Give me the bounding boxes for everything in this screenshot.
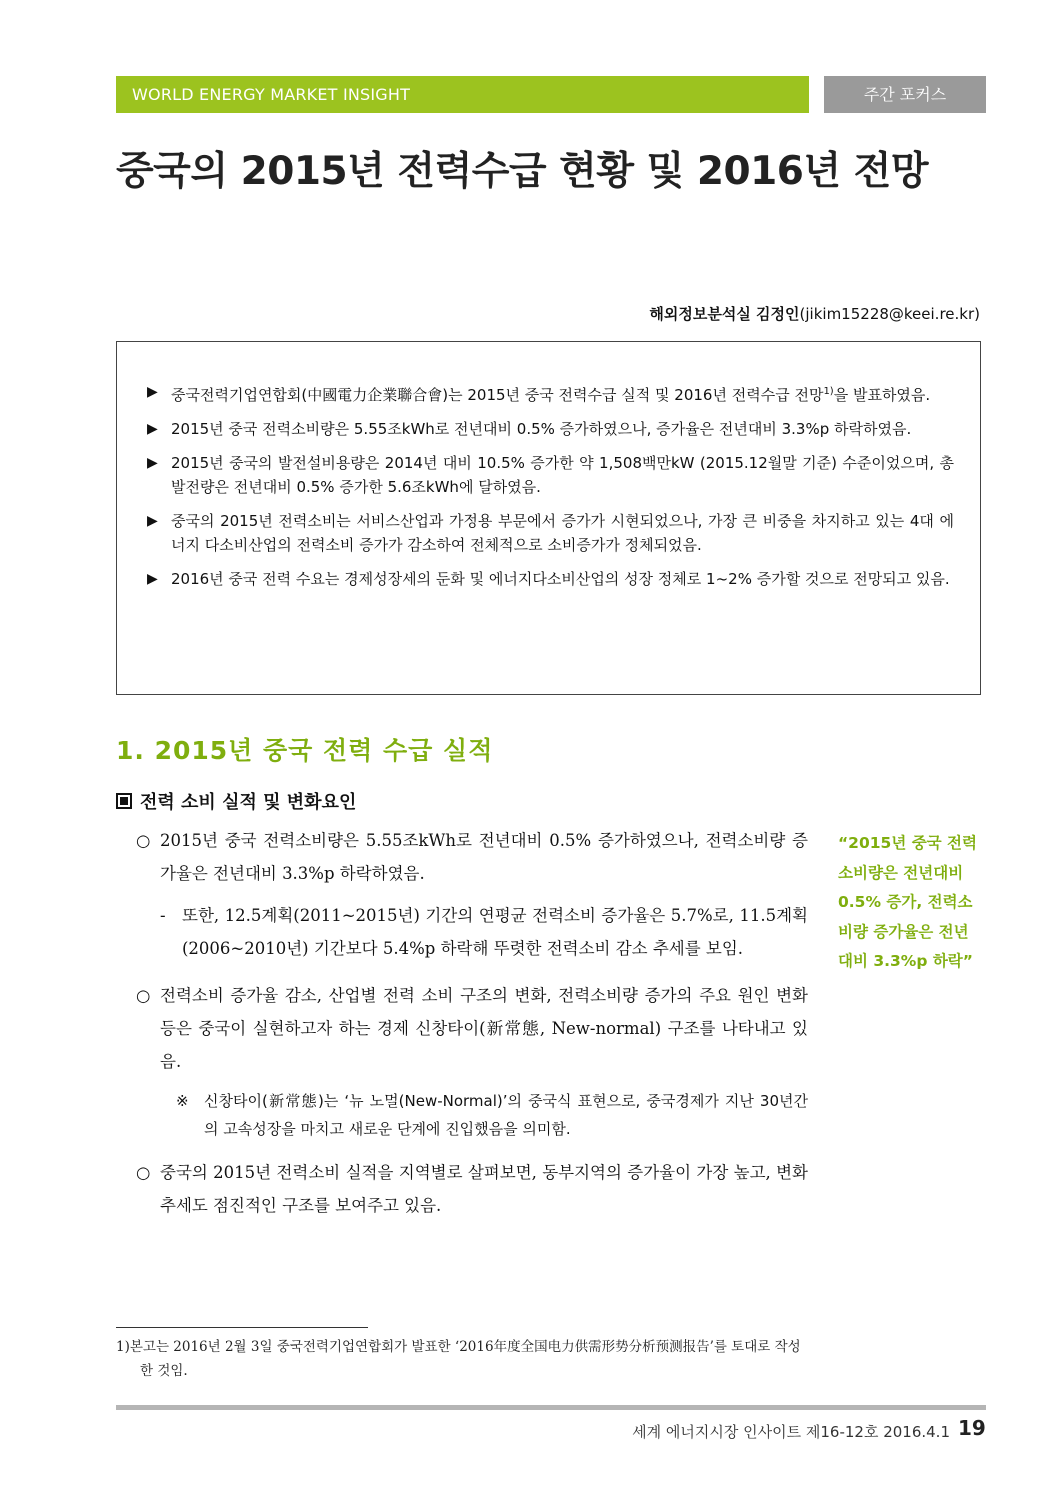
- summary-item: ▶ 중국전력기업연합회(中國電力企業聯合會)는 2015년 중국 전력수급 실적 및 2016년 전력수급 전망$^{1)}$을 발표하였음.: [147, 380, 954, 407]
- reference-mark-icon: ※: [176, 1092, 189, 1110]
- footnote: 1)본고는 2016년 2월 3일 중국전력기업연합회가 발표한 ‘2016年度全国电力供需形势分析预测报告’를 토대로 작성한 것임.: [116, 1339, 801, 1379]
- header-section-tag: 주간 포커스: [824, 76, 986, 113]
- footer-rule: [116, 1405, 986, 1410]
- circle-bullet-icon: ○: [136, 831, 151, 850]
- circle-bullet-icon: ○: [136, 986, 151, 1005]
- pull-quote: “2015년 중국 전력소비량은 전년대비 0.5% 증가, 전력소비량 증가율은 전년대비 3.3%p 하락”: [838, 834, 977, 970]
- footnote-divider: [116, 1327, 368, 1328]
- triangle-bullet-icon: ▶: [147, 384, 158, 400]
- author-line: [460, 303, 980, 324]
- triangle-bullet-icon: ▶: [147, 571, 158, 587]
- triangle-bullet-icon: ▶: [147, 513, 158, 529]
- subsection-title: 전력 소비 실적 및 변화요인: [116, 788, 356, 814]
- body-sub-paragraph: - 또한, 12.5계획(2011~2015년) 기간의 연평균 전력소비 증가율은 5.7%로, 11.5계획(2006~2010년) 기간보다 5.4%p 하락해 뚜렷한 전력소비 감소 추세를 보임.: [160, 899, 808, 965]
- header-bar: [116, 76, 809, 113]
- footer-publication: 세계 에너지시장 인사이트 제16-12호 2016.4.1: [632, 1423, 950, 1441]
- section-title: 1. 2015년 중국 전력 수급 실적: [116, 736, 494, 765]
- body-paragraph: ○ 2015년 중국 전력소비량은 5.55조kWh로 전년대비 0.5% 증가하였으나, 전력소비량 증가율은 전년대비 3.3%p 하락하였음.: [136, 824, 808, 890]
- body-note: ※ 신창타이(新常態)는 ‘뉴 노멀(New-Normal)’의 중국식 표현으로, 중국경제가 지난 30년간의 고속성장을 마치고 새로운 단계에 진입했음을 의미함.: [176, 1087, 808, 1143]
- summary-box: [116, 341, 981, 695]
- summary-item: ▶ 2015년 중국 전력소비량은 5.55조kWh로 전년대비 0.5% 증가하였으나, 증가율은 전년대비 3.3%p 하락하였음.: [147, 417, 954, 441]
- summary-list: [117, 342, 980, 591]
- triangle-bullet-icon: ▶: [147, 455, 158, 471]
- summary-item: ▶ 중국의 2015년 전력소비는 서비스산업과 가정용 부문에서 증가가 시현되었으나, 가장 큰 비중을 차지하고 있는 4대 에너지 다소비산업의 전력소비 증가가 감소하여 전체적으로 소비증가가 정체되었음.: [147, 509, 954, 557]
- body-paragraph: ○ 전력소비 증가율 감소, 산업별 전력 소비 구조의 변화, 전력소비량 증가의 주요 원인 변화 등은 중국이 실현하고자 하는 경제 신창타이(新常態, New-normal) 구조를 나타내고 있음.: [136, 979, 808, 1078]
- circle-bullet-icon: ○: [136, 1163, 151, 1182]
- header-left-label: WORLD ENERGY MARKET INSIGHT: [132, 85, 411, 104]
- author-email: (jikim15228@keei.re.kr): [799, 305, 980, 323]
- summary-item: ▶ 2016년 중국 전력 수요는 경제성장세의 둔화 및 에너지다소비산업의 성장 정체로 1~2% 증가할 것으로 전망되고 있음.: [147, 567, 954, 591]
- filled-square-icon: [116, 793, 132, 809]
- body-paragraph: ○ 중국의 2015년 전력소비 실적을 지역별로 살펴보면, 동부지역의 증가율이 가장 높고, 변화추세도 점진적인 구조를 보여주고 있음.: [136, 1156, 808, 1222]
- page-title: 중국의 2015년 전력수급 현황 및 2016년 전망: [116, 149, 928, 194]
- author-dept: 해외정보분석실 김정인: [649, 305, 800, 323]
- triangle-bullet-icon: ▶: [147, 421, 158, 437]
- page-number: 19: [958, 1416, 986, 1440]
- dash-marker: -: [160, 906, 166, 925]
- footnote-ref: 1): [823, 386, 834, 397]
- summary-item: ▶ 2015년 중국의 발전설비용량은 2014년 대비 10.5% 증가한 약 1,508백만kW (2015.12월말 기준) 수준이었으며, 총 발전량은 전년대비 0.5% 증가한 5.6조kWh에 달하였음.: [147, 451, 954, 499]
